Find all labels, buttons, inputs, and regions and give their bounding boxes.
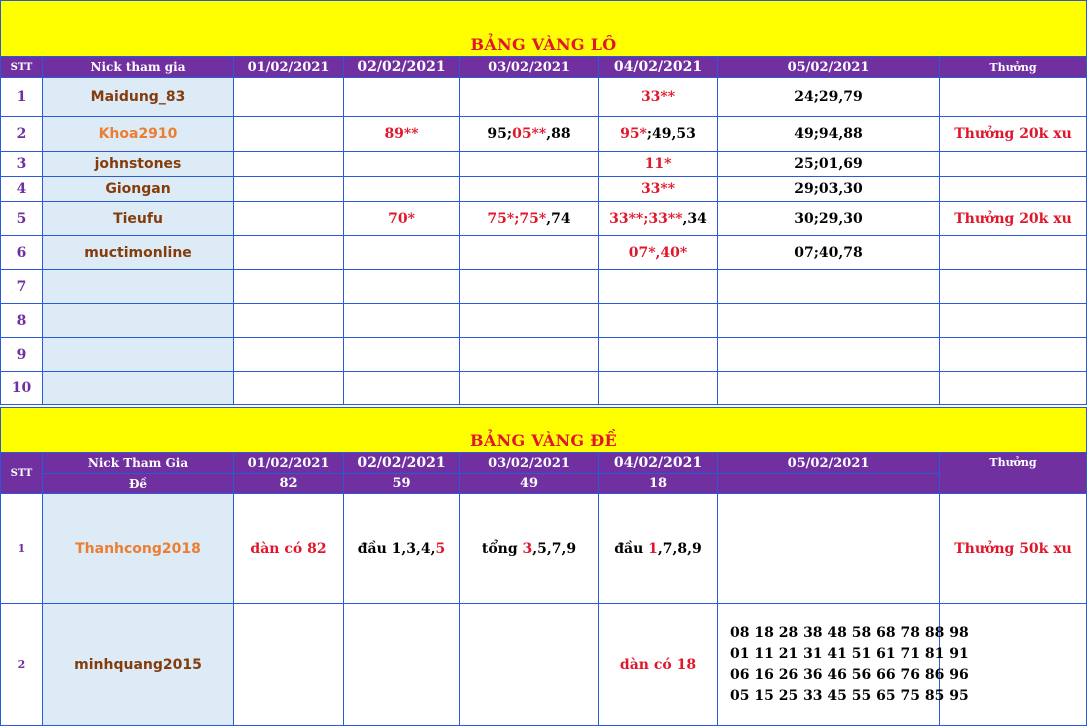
- lo-reward: Thưởng 20k xu: [940, 117, 1087, 152]
- lo-stt: 4: [1, 177, 43, 202]
- lo-cell: 70*: [344, 202, 460, 236]
- lo-cell: 33**: [599, 177, 718, 202]
- de-cell: [234, 604, 344, 726]
- de-result-3: 49: [460, 474, 599, 494]
- de-number-line: 06 16 26 36 46 56 66 76 86 96: [730, 666, 969, 683]
- de-part: đầu 1,3,4,: [357, 540, 436, 557]
- lo-header-date-4: 04/02/2021: [599, 57, 718, 78]
- table-row: [1, 604, 1087, 726]
- table-row: [1, 117, 1087, 152]
- lo-header-stt: STT: [1, 57, 43, 78]
- de-header-stt: STT: [1, 453, 43, 494]
- lo-cell: [234, 152, 344, 177]
- lo-stt: 6: [1, 236, 43, 270]
- table-row: [1, 78, 1087, 117]
- lo-stt: 5: [1, 202, 43, 236]
- de-part: 3: [522, 540, 533, 557]
- lo-cell: 29;03,30: [718, 177, 940, 202]
- table-row: [1, 270, 1087, 304]
- de-header-reward: Thưởng: [940, 453, 1087, 494]
- lo-part: 05**: [512, 126, 547, 142]
- lo-stt: 8: [1, 304, 43, 338]
- lo-header-date-3: 03/02/2021: [460, 57, 599, 78]
- lo-cell: [460, 117, 599, 152]
- lo-header-date-1: 01/02/2021: [234, 57, 344, 78]
- de-cell: [460, 604, 599, 726]
- lo-cell: 07*,40*: [599, 236, 718, 270]
- de-header-date-4: 04/02/2021: [599, 453, 718, 474]
- lo-nick: [43, 270, 234, 304]
- lo-part: 95*: [620, 126, 647, 142]
- lo-cell: [460, 177, 599, 202]
- table-row: [1, 202, 1087, 236]
- de-number-line: 01 11 21 31 41 51 61 71 81 91: [730, 645, 969, 662]
- de-header-date-1: 01/02/2021: [234, 453, 344, 474]
- de-number-grid: [718, 604, 969, 726]
- lo-part: 95;: [487, 126, 513, 142]
- lo-stt: 1: [1, 78, 43, 117]
- de-header-date-5: 05/02/2021: [718, 453, 940, 474]
- de-part: tổng: [481, 540, 523, 557]
- lo-stt: 10: [1, 372, 43, 405]
- lo-header-reward: Thưởng: [940, 57, 1087, 78]
- lo-reward: [940, 177, 1087, 202]
- table-row: [1, 494, 1087, 604]
- lo-cell: [460, 202, 599, 236]
- lo-cell: 25;01,69: [718, 152, 940, 177]
- lo-cell: 33**: [599, 78, 718, 117]
- table-row: [1, 177, 1087, 202]
- lo-part: ,88: [546, 126, 571, 142]
- de-number-line: 05 15 25 33 45 55 65 75 85 95: [730, 687, 969, 704]
- de-result-1: 82: [234, 474, 344, 494]
- lo-cell: [344, 236, 460, 270]
- de-stt: 1: [1, 494, 43, 604]
- de-cell: [718, 494, 940, 604]
- lo-cell: 30;29,30: [718, 202, 940, 236]
- lo-title: BẢNG VÀNG LÔ: [1, 1, 1087, 57]
- lo-nick: Maidung_83: [43, 78, 234, 117]
- lo-cell: 07;40,78: [718, 236, 940, 270]
- lo-reward: [940, 236, 1087, 270]
- de-cell: [344, 494, 460, 604]
- de-reward: Thưởng 50k xu: [940, 494, 1087, 604]
- lo-cell: [599, 202, 718, 236]
- lo-part: ,34: [682, 210, 707, 227]
- de-nick: minhquang2015: [43, 604, 234, 726]
- de-part: 5: [435, 540, 446, 557]
- table-row: [1, 372, 1087, 405]
- de-cell: dàn có 82: [234, 494, 344, 604]
- de-part: đầu: [614, 540, 649, 557]
- lo-cell: [460, 78, 599, 117]
- lo-reward: [940, 78, 1087, 117]
- lo-part: 33**;33**: [609, 210, 683, 227]
- lo-reward: [940, 152, 1087, 177]
- lo-cell: [599, 117, 718, 152]
- de-header-date-3: 03/02/2021: [460, 453, 599, 474]
- lo-nick: Giongan: [43, 177, 234, 202]
- lo-stt: 3: [1, 152, 43, 177]
- table-row: [1, 236, 1087, 270]
- lo-cell: [234, 78, 344, 117]
- de-cell: dàn có 18: [599, 604, 718, 726]
- table-row: [1, 338, 1087, 372]
- lo-nick: [43, 372, 234, 405]
- lo-cell: 49;94,88: [718, 117, 940, 152]
- de-reward: [940, 604, 1087, 726]
- lo-nick: Tieufu: [43, 202, 234, 236]
- lo-cell: [234, 177, 344, 202]
- de-cell: [599, 494, 718, 604]
- lo-cell: 24;29,79: [718, 78, 940, 117]
- lo-nick: Khoa2910: [43, 117, 234, 152]
- de-part: ,5,7,9: [532, 540, 577, 557]
- table-row: [1, 152, 1087, 177]
- lo-part: ;49,53: [646, 126, 696, 142]
- lo-nick: muctimonline: [43, 236, 234, 270]
- de-result-2: 59: [344, 474, 460, 494]
- lo-nick: johnstones: [43, 152, 234, 177]
- lo-cell: [460, 152, 599, 177]
- de-header-nick: Nick Tham Gia: [43, 453, 234, 474]
- de-header-date-2: 02/02/2021: [344, 453, 460, 474]
- de-cell: [460, 494, 599, 604]
- table-row: [1, 304, 1087, 338]
- lo-cell: [344, 177, 460, 202]
- lo-stt: 2: [1, 117, 43, 152]
- de-result-4: 18: [599, 474, 718, 494]
- de-part: 1: [648, 540, 658, 557]
- de-stt: 2: [1, 604, 43, 726]
- lo-cell: [234, 236, 344, 270]
- lo-header-date-5: 05/02/2021: [718, 57, 940, 78]
- lo-cell: [344, 78, 460, 117]
- lo-cell: [234, 202, 344, 236]
- lo-cell: [234, 117, 344, 152]
- de-cell: [344, 604, 460, 726]
- de-title: BẢNG VÀNG ĐỀ: [1, 408, 1087, 453]
- lo-header-date-2: 02/02/2021: [344, 57, 460, 78]
- lo-nick: [43, 304, 234, 338]
- lo-part: 75*;75*: [487, 210, 547, 227]
- lo-cell: 11*: [599, 152, 718, 177]
- lo-cell: [344, 152, 460, 177]
- lo-cell: 89**: [344, 117, 460, 152]
- lo-header-nick: Nick tham gia: [43, 57, 234, 78]
- de-number-line: 08 18 28 38 48 58 68 78 88 98: [730, 624, 969, 641]
- de-part: ,7,8,9: [657, 540, 702, 557]
- de-nick: Thanhcong2018: [43, 494, 234, 604]
- lo-stt: 9: [1, 338, 43, 372]
- lo-nick: [43, 338, 234, 372]
- lo-part: ,74: [546, 210, 571, 227]
- lo-stt: 7: [1, 270, 43, 304]
- lo-cell: [460, 236, 599, 270]
- de-result-5: [718, 474, 940, 494]
- lo-reward: Thưởng 20k xu: [940, 202, 1087, 236]
- de-header-de-label: Đề: [43, 474, 234, 494]
- de-table: [0, 407, 1087, 726]
